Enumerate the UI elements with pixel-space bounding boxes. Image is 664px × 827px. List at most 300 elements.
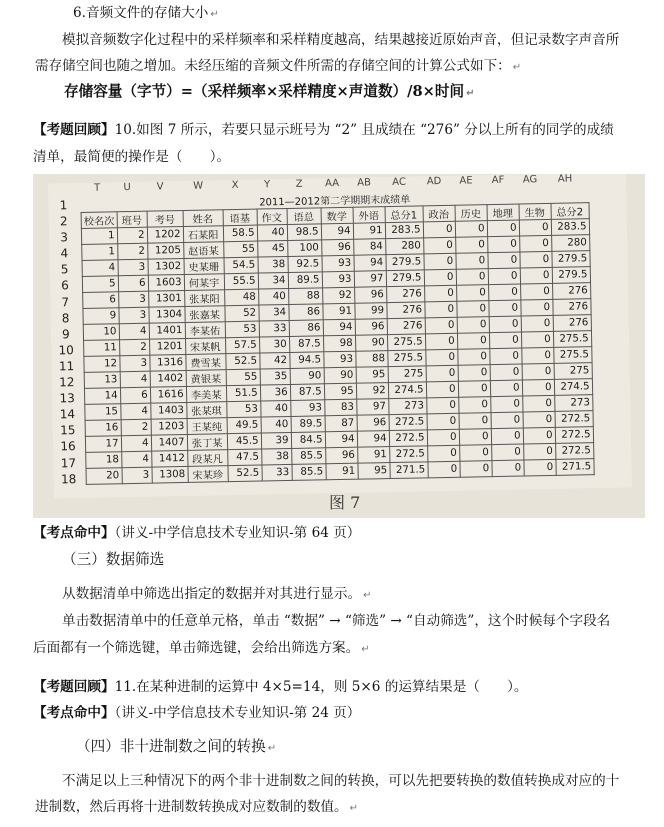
table-cell: 276 (552, 283, 590, 300)
table-cell: 段某凡 (187, 450, 227, 467)
table-cell: 34 (258, 304, 288, 321)
table-cell: 42 (259, 352, 289, 369)
table-cell: 0 (459, 461, 491, 478)
table-cell: 1407 (151, 434, 187, 451)
table-cell: 276 (386, 302, 424, 319)
row-number: 11 (58, 359, 75, 374)
table-cell: 35 (260, 368, 290, 385)
table-cell: 0 (491, 444, 523, 461)
table-cell: 96 (325, 447, 357, 464)
table-cell: 276 (552, 299, 590, 316)
table-cell: 黄银某 (186, 370, 226, 387)
table-cell: 石某阳 (183, 226, 223, 243)
column-letter: AC (392, 176, 407, 188)
table-cell: 0 (423, 221, 455, 238)
table-cell: 87.5 (290, 384, 324, 401)
table-cell: 5 (82, 276, 118, 293)
table-cell: 92.5 (288, 256, 322, 273)
table-cell: 0 (490, 380, 522, 397)
table-cell: 92 (322, 287, 354, 304)
column-header: 外语 (353, 207, 385, 224)
column-letter: V (156, 181, 164, 193)
paragraph-mark-icon: ↵ (363, 590, 372, 601)
table-cell: 20 (86, 468, 122, 485)
table-title: 2011—2012第二学期期末成绩单 (259, 194, 411, 209)
table-cell: 0 (424, 269, 456, 286)
table-cell: 52.5 (225, 353, 259, 370)
table-cell: 94 (354, 255, 386, 272)
row-number: 12 (59, 375, 75, 390)
table-cell: 1 (81, 228, 117, 245)
table-cell: 89.5 (291, 416, 325, 433)
table-cell: 0 (424, 285, 456, 302)
table-cell: 赵语某 (183, 242, 223, 259)
table-cell: 90 (290, 368, 324, 385)
table-cell: 273 (554, 395, 592, 412)
spreadsheet (48, 174, 632, 499)
table-cell: 0 (425, 349, 457, 366)
table-cell: 272.5 (555, 411, 593, 428)
table-cell: 2 (117, 227, 147, 244)
table-cell: 宋某帆 (185, 338, 225, 355)
hit-tag: 【考点命中】 (33, 525, 115, 541)
spreadsheet-photo (33, 174, 645, 518)
table-cell: 33 (262, 464, 292, 481)
row-number: 6 (61, 278, 69, 293)
table-cell: 279.5 (552, 267, 590, 284)
table-cell: 0 (424, 301, 456, 318)
table-cell: 53 (226, 401, 260, 418)
table-cell: 0 (487, 236, 519, 253)
table-cell: 1304 (148, 306, 184, 323)
table-cell: 276 (553, 315, 591, 332)
column-letter: Z (295, 178, 303, 190)
table-cell: 0 (488, 300, 520, 317)
table-cell: 95 (324, 383, 356, 400)
table-cell: 283.5 (385, 222, 423, 239)
table-cell: 88 (355, 351, 387, 368)
row-number: 1 (59, 198, 68, 213)
row-number: 3 (60, 230, 69, 245)
table-cell: 273 (388, 398, 426, 415)
table-cell: 0 (521, 347, 553, 364)
table-cell: 4 (121, 435, 151, 452)
table-cell: 53 (225, 321, 259, 338)
question-11-line: 【考题回顾】11.在某种进制的运算中 4×5=14，则 5×6 的运算结果是（ ）。 (33, 679, 528, 695)
table-cell: 45 (257, 240, 287, 257)
table-cell: 93 (322, 255, 354, 272)
table-cell: 0 (522, 395, 554, 412)
table-cell: 52 (224, 305, 258, 322)
table-cell: 276 (386, 286, 424, 303)
table-cell: 48 (224, 289, 258, 306)
column-header: 历史 (455, 205, 487, 222)
column-header: 政治 (423, 205, 455, 222)
column-header: 姓名 (183, 210, 223, 227)
table-cell: 280 (385, 238, 423, 255)
table-cell: 34 (258, 272, 288, 289)
table-cell: 279.5 (386, 270, 424, 287)
table-cell: 14 (84, 388, 120, 405)
table-cell: 86 (289, 320, 323, 337)
table-cell: 张某琪 (186, 402, 226, 419)
table-cell: 2 (121, 419, 151, 436)
table-cell: 0 (489, 332, 521, 349)
column-header: 语基 (223, 209, 257, 226)
table-cell: 1412 (151, 450, 187, 467)
table-cell: 99 (354, 303, 386, 320)
table-cell: 271.5 (390, 462, 428, 479)
table-cell: 279.5 (551, 251, 589, 268)
table-cell: 0 (457, 333, 489, 350)
table-cell: 87 (325, 415, 357, 432)
table-cell: 0 (458, 397, 490, 414)
section-3-heading: （三）数据筛选 (62, 551, 165, 568)
table-cell: 0 (489, 348, 521, 365)
table-cell: 95 (356, 367, 388, 384)
table-cell: 6 (83, 292, 119, 309)
table-cell: 6 (120, 387, 150, 404)
table-cell: 0 (489, 316, 521, 333)
table-cell: 91 (357, 447, 389, 464)
column-letter: AH (557, 174, 573, 185)
table-cell: 275.5 (387, 350, 425, 367)
table-cell: 4 (82, 260, 118, 277)
section-4-heading: （四）非十进制数之间的转换 ↵ (76, 738, 277, 755)
table-cell: 1316 (149, 354, 185, 371)
review-tag: 【考题回顾】 (33, 679, 115, 695)
table-cell: 100 (287, 240, 321, 257)
table-cell: 94 (321, 223, 353, 240)
table-cell: 272.5 (389, 414, 427, 431)
table-cell: 0 (521, 331, 553, 348)
row-number: 18 (60, 471, 77, 486)
table-cell: 272.5 (389, 430, 427, 447)
column-header: 校名次 (81, 212, 117, 229)
paragraph-mark-icon: ↵ (512, 62, 522, 73)
table-cell: 1301 (148, 290, 184, 307)
table-cell: 0 (520, 299, 552, 316)
table-cell: 0 (519, 235, 551, 252)
table-cell: 1403 (150, 402, 186, 419)
table-cell: 36 (260, 384, 290, 401)
table-cell: 0 (456, 253, 488, 270)
table-cell: 0 (427, 445, 459, 462)
column-letter: W (193, 180, 204, 192)
table-cell: 95 (358, 463, 390, 480)
table-cell: 张某阳 (184, 290, 224, 307)
row-number: 8 (61, 310, 70, 325)
table-cell: 1203 (151, 418, 187, 435)
table-cell: 费雪某 (185, 354, 225, 371)
table-cell: 0 (522, 379, 554, 396)
table-cell: 38 (258, 256, 288, 273)
question-10-line: 【考题回顾】10.如图 7 所示，若要只显示班号为 “2” 且成绩在 “276” 分以上所有的同学的成绩 (33, 122, 614, 138)
table-cell: 18 (86, 452, 122, 469)
table-cell: 11 (84, 340, 120, 357)
table-cell: 1401 (149, 322, 185, 339)
table-cell: 4 (121, 451, 151, 468)
table-cell: 85.5 (291, 448, 325, 465)
table-cell: 52.5 (228, 465, 262, 482)
table-cell: 0 (423, 237, 455, 254)
table-cell: 0 (491, 460, 523, 477)
table-cell: 0 (456, 269, 488, 286)
table-cell: 0 (426, 397, 458, 414)
table-cell: 275 (554, 363, 592, 380)
table-cell: 0 (523, 427, 555, 444)
table-cell: 1603 (148, 274, 184, 291)
kaodian-24-line: 【考点命中】（讲义-中学信息技术专业知识-第 24 页） (33, 705, 361, 721)
table-cell: 91 (322, 303, 354, 320)
table-cell: 2 (119, 339, 149, 356)
table-cell: 0 (457, 317, 489, 334)
table-cell: 李某佑 (185, 322, 225, 339)
row-number: 9 (61, 326, 70, 342)
table-cell: 94 (323, 319, 355, 336)
table-cell: 283.5 (551, 219, 589, 236)
table-cell: 271.5 (555, 459, 593, 476)
table-cell: 1201 (149, 338, 185, 355)
table-cell: 86 (288, 304, 322, 321)
column-letter: AB (357, 177, 372, 189)
table-cell: 96 (354, 287, 386, 304)
table-cell: 98 (323, 335, 355, 352)
paragraph-mark-icon: ↵ (210, 9, 219, 20)
table-cell: 0 (426, 365, 458, 382)
table-cell: 12 (84, 356, 120, 373)
table-cell: 97 (356, 399, 388, 416)
column-header: 作文 (257, 209, 287, 226)
column-header: 地理 (487, 204, 519, 221)
table-cell: 279.5 (386, 254, 424, 271)
row-numbers (48, 197, 84, 487)
table-cell: 1302 (148, 258, 184, 275)
table-cell: 4 (120, 371, 150, 388)
table-cell: 57.5 (225, 337, 259, 354)
table-cell: 94 (325, 431, 357, 448)
table-cell: 275.5 (553, 331, 591, 348)
row-number: 17 (60, 455, 77, 470)
column-letter: U (123, 181, 131, 194)
table-cell: 40 (257, 224, 287, 241)
table-cell: 15 (85, 404, 121, 421)
table-cell: 94.5 (289, 352, 323, 369)
table-cell: 39 (261, 432, 291, 449)
paragraph-line: 从数据清单中筛选出指定的数据并对其进行显示。 ↵ (62, 586, 372, 602)
table-cell: 54.5 (224, 257, 258, 274)
table-cell: 96 (321, 239, 353, 256)
column-header: 总分2 (551, 203, 589, 220)
table-cell: 1 (82, 244, 118, 261)
table-cell: 13 (84, 372, 120, 389)
table-cell: 0 (490, 364, 522, 381)
table-cell: 0 (459, 445, 491, 462)
paragraph-line: 进制数，然后再将十进制数转换成对应数制的数值。 ↵ (35, 799, 359, 815)
row-number: 14 (59, 407, 76, 422)
column-header: 语总 (287, 208, 321, 225)
table-cell: 40 (260, 400, 290, 417)
table-cell: 0 (424, 253, 456, 270)
table-cell: 宋某珍 (188, 466, 228, 483)
table-cell: 90 (324, 367, 356, 384)
paragraph-line: 不满足以上三种情况下的两个非十进制数之间的转换，可以先把要转换的数值转换成对应的十 (62, 773, 620, 789)
table-cell: 0 (425, 333, 457, 350)
table-cell: 274.5 (388, 382, 426, 399)
table-cell: 91 (353, 223, 385, 240)
table-cell: 4 (119, 323, 149, 340)
kaodian-64-line: 【考点命中】（讲义-中学信息技术专业知识-第 64 页） (33, 525, 361, 541)
table-cell: 58.5 (223, 225, 257, 242)
table-cell: 0 (459, 429, 491, 446)
table-cell: 王某纯 (187, 418, 227, 435)
table-cell: 89.5 (288, 272, 322, 289)
table-cell: 98.5 (287, 224, 321, 241)
table-cell: 0 (491, 412, 523, 429)
table-cell: 280 (551, 235, 589, 252)
table-cell: 1308 (152, 466, 188, 483)
row-number: 4 (60, 246, 69, 261)
table-cell: 0 (425, 317, 457, 334)
column-header: 班号 (117, 211, 147, 228)
table-cell: 17 (85, 436, 121, 453)
table-cell: 张嘉某 (184, 306, 224, 323)
table-cell: 0 (426, 381, 458, 398)
column-letter: AD (426, 176, 442, 188)
row-number: 10 (58, 342, 75, 358)
table-cell: 91 (326, 463, 358, 480)
table-cell: 55 (226, 369, 260, 386)
column-letter: T (93, 182, 101, 194)
table-cell: 0 (488, 268, 520, 285)
table-cell: 40 (261, 416, 291, 433)
table-cell: 85.5 (292, 464, 326, 481)
table-cell: 6 (118, 275, 148, 292)
table-cell: 272.5 (389, 446, 427, 463)
table-cell: 李美某 (186, 386, 226, 403)
table-cell: 51.5 (226, 385, 260, 402)
table-cell: 88 (288, 288, 322, 305)
table-cell: 0 (458, 381, 490, 398)
row-number: 16 (60, 439, 76, 454)
table-cell: 94 (357, 431, 389, 448)
table-cell: 1402 (150, 370, 186, 387)
table-cell: 0 (487, 252, 519, 269)
question-10-line: 清单，最简便的操作是（ ）。 (33, 149, 231, 165)
table-cell: 0 (456, 301, 488, 318)
table-cell: 3 (118, 307, 148, 324)
paragraph-mark-icon: ↵ (349, 803, 359, 814)
table-cell: 16 (85, 420, 121, 437)
table-cell: 0 (519, 251, 551, 268)
table-cell: 275 (388, 366, 426, 383)
table-cell: 0 (491, 428, 523, 445)
table-cell: 97 (354, 271, 386, 288)
column-header: 生物 (519, 203, 551, 220)
table-cell: 0 (458, 365, 490, 382)
table-cell: 3 (122, 467, 152, 484)
table-cell: 10 (83, 324, 119, 341)
table-cell: 90 (355, 335, 387, 352)
table-cell: 0 (522, 363, 554, 380)
table-cell: 0 (519, 219, 551, 236)
table-cell: 30 (259, 336, 289, 353)
table-cell: 0 (455, 221, 487, 238)
table-cell: 0 (455, 237, 487, 254)
table-cell: 55 (223, 241, 257, 258)
table-cell: 84.5 (291, 432, 325, 449)
column-letter: Y (263, 179, 271, 191)
column-header: 考号 (147, 210, 183, 227)
table-cell: 49.5 (227, 417, 261, 434)
table-cell: 87.5 (289, 336, 323, 353)
column-letter: AG (522, 174, 538, 186)
table-cell: 93 (323, 351, 355, 368)
table-cell: 0 (520, 267, 552, 284)
paragraph-mark-icon: ↵ (361, 644, 370, 655)
table-cell: 0 (523, 459, 555, 476)
column-letter: AA (324, 177, 340, 190)
table-cell: 55.5 (224, 273, 258, 290)
column-header: 总分1 (385, 206, 423, 223)
table-cell: 1616 (150, 386, 186, 403)
table-cell: 96 (355, 319, 387, 336)
paragraph-line: 单击数据清单中的任意单元格，单击 “数据” → “筛选” → “自动筛选”，这个时候每个字段名 (62, 613, 611, 629)
table-cell: 0 (427, 429, 459, 446)
table-cell: 0 (457, 349, 489, 366)
table-cell: 3 (119, 355, 149, 372)
table-cell: 276 (387, 318, 425, 335)
table-cell: 40 (258, 288, 288, 305)
table-cell: 2 (117, 243, 147, 260)
table-cell: 0 (523, 411, 555, 428)
paragraph-line: 需存储空间也随之增加。未经压缩的音频文件所需的存储空间的计算公式如下： ↵ (35, 58, 522, 74)
column-header: 数学 (321, 207, 353, 224)
column-letter: AE (459, 175, 473, 187)
storage-formula: 存储容量（字节）=（采样频率×采样精度×声道数）/8×时间 ↵ (64, 83, 475, 100)
table-cell: 0 (521, 315, 553, 332)
table-cell: 9 (83, 308, 119, 325)
paragraph-mark-icon: ↵ (267, 743, 277, 754)
paragraph-line: 后面都有一个筛选键，单击筛选键，会给出筛选方案。 ↵ (33, 640, 370, 656)
table-cell: 96 (357, 415, 389, 432)
table-cell: 275.5 (553, 347, 591, 364)
table-cell: 0 (520, 283, 552, 300)
section-6-heading: 6.音频文件的存储大小 ↵ (73, 5, 219, 21)
hit-tag: 【考点命中】 (33, 705, 115, 721)
table-cell: 4 (120, 403, 150, 420)
row-number: 15 (60, 423, 76, 438)
table-cell: 0 (456, 285, 488, 302)
table-cell: 33 (259, 320, 289, 337)
table-cell: 92 (356, 383, 388, 400)
row-number: 13 (59, 391, 75, 406)
grade-table (80, 187, 594, 485)
table-cell: 275.5 (387, 334, 425, 351)
table-cell: 3 (118, 291, 148, 308)
table-cell: 张丁某 (187, 434, 227, 451)
table-cell: 38 (261, 448, 291, 465)
row-number: 5 (60, 262, 69, 277)
table-cell: 1202 (147, 226, 183, 243)
column-letter: X (231, 179, 239, 192)
table-cell: 1205 (147, 242, 183, 259)
table-cell: 47.5 (227, 449, 261, 466)
table-cell: 45.5 (227, 433, 261, 450)
table-cell: 272.5 (555, 443, 593, 460)
row-number: 2 (59, 214, 68, 229)
table-cell: 0 (487, 220, 519, 237)
